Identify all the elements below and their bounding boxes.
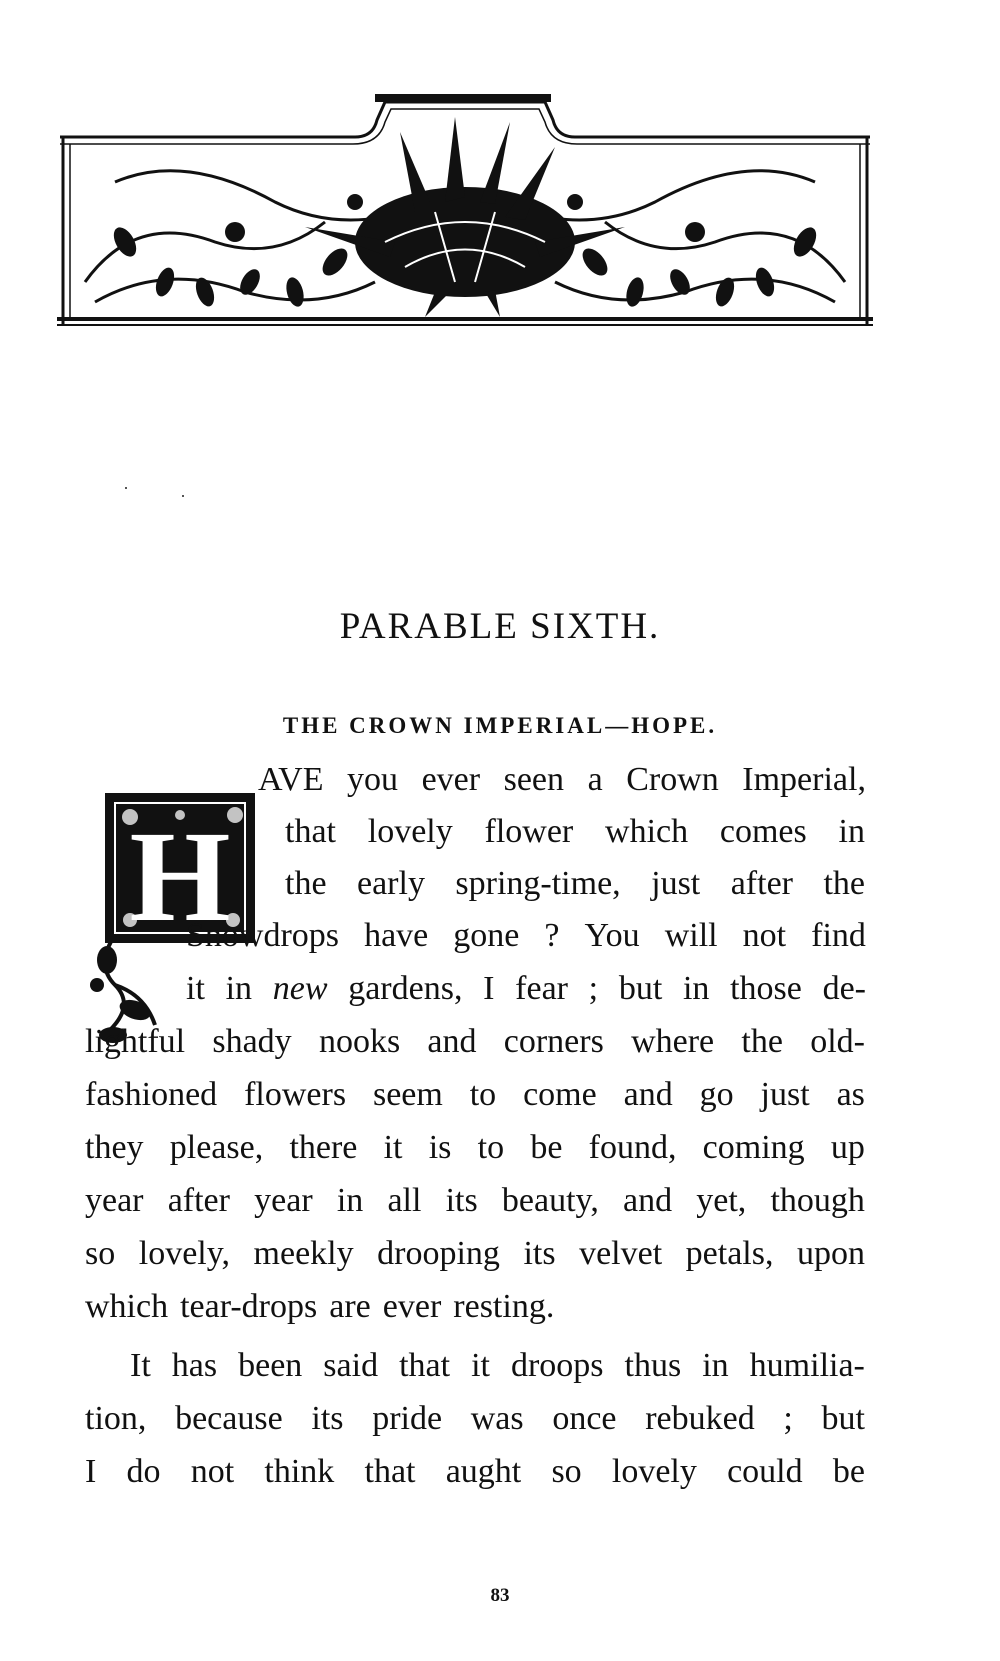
- word: has: [171, 1347, 218, 1384]
- word: fear: [515, 970, 568, 1007]
- word: droops: [510, 1347, 604, 1384]
- word: fashioned: [85, 1076, 218, 1113]
- text-line-13: [85, 1395, 865, 1443]
- word: de-: [822, 970, 866, 1007]
- word: in: [225, 970, 253, 1007]
- word: which: [85, 1288, 169, 1325]
- word: resting.: [453, 1288, 555, 1325]
- word: they: [85, 1129, 144, 1166]
- word: after: [730, 865, 793, 902]
- word: come: [523, 1076, 597, 1113]
- word: spring-time,: [455, 865, 621, 902]
- word: lovely: [367, 813, 453, 850]
- chapter-subtitle: THE CROWN IMPERIAL—HOPE.: [282, 713, 718, 738]
- word: nooks: [318, 1023, 401, 1060]
- word: which: [605, 813, 689, 850]
- word: in: [336, 1182, 364, 1219]
- word: not: [742, 917, 787, 954]
- word: it: [471, 1347, 490, 1384]
- word: be: [530, 1129, 563, 1166]
- word: just: [651, 865, 701, 902]
- word: year: [254, 1182, 313, 1219]
- word: could: [727, 1453, 803, 1490]
- text-line-10: [85, 1230, 865, 1278]
- word: though: [770, 1182, 865, 1219]
- word: those: [730, 970, 802, 1007]
- word: it: [186, 970, 205, 1007]
- word: as: [836, 1076, 865, 1113]
- word: ever: [382, 1288, 442, 1325]
- word: and: [623, 1182, 673, 1219]
- chapter-title: PARABLE SIXTH.: [339, 606, 661, 647]
- text-line-6: [85, 1018, 865, 1066]
- word: lightful: [85, 1023, 186, 1060]
- page-number: 83: [490, 1585, 510, 1606]
- word: ever: [421, 761, 481, 798]
- word: ;: [783, 1400, 793, 1437]
- word: It: [130, 1347, 151, 1384]
- text-line-9: [85, 1177, 865, 1225]
- word: but: [821, 1400, 865, 1437]
- word: a: [587, 761, 603, 798]
- word: flower: [484, 813, 574, 850]
- word: ;: [588, 970, 599, 1007]
- word: in: [838, 813, 865, 850]
- word: corners: [503, 1023, 604, 1060]
- text-line-4: [186, 912, 866, 960]
- word: once: [552, 1400, 617, 1437]
- word: gone: [453, 917, 520, 954]
- text-line-1: [258, 756, 866, 804]
- word: gardens,: [348, 970, 463, 1007]
- word: flowers: [244, 1076, 347, 1113]
- word: Snowdrops: [186, 917, 340, 954]
- word: found,: [588, 1129, 677, 1166]
- word: early: [357, 865, 425, 902]
- word: so: [85, 1235, 116, 1272]
- word: and: [427, 1023, 477, 1060]
- word: so: [551, 1453, 582, 1490]
- text-line-14: [85, 1448, 865, 1496]
- word: after: [167, 1182, 230, 1219]
- word: lovely: [611, 1453, 697, 1490]
- word: up: [830, 1129, 865, 1166]
- word: seen: [503, 761, 565, 798]
- word: think: [264, 1453, 335, 1490]
- text-line-11: [85, 1283, 865, 1331]
- word: will: [664, 917, 718, 954]
- word: that: [285, 813, 336, 850]
- word: aught: [445, 1453, 522, 1490]
- word: drooping: [377, 1235, 500, 1272]
- word: its: [445, 1182, 478, 1219]
- text-line-3: [285, 860, 865, 908]
- word: have: [364, 917, 429, 954]
- word: comes: [719, 813, 807, 850]
- word: that: [364, 1453, 416, 1490]
- word: lovely,: [138, 1235, 231, 1272]
- word: shady: [212, 1023, 292, 1060]
- text-line-8: [85, 1124, 865, 1172]
- text-line-5: [186, 965, 866, 1013]
- word: Imperial,: [742, 761, 866, 798]
- word: rebuked: [645, 1400, 755, 1437]
- text-line-12: [130, 1342, 865, 1390]
- text-line-2: [285, 808, 865, 856]
- word: in: [702, 1347, 729, 1384]
- word: please,: [169, 1129, 264, 1166]
- word: is: [428, 1129, 452, 1166]
- word: said: [323, 1347, 379, 1384]
- word: the: [823, 865, 865, 902]
- word: year: [85, 1182, 144, 1219]
- word: the: [741, 1023, 783, 1060]
- word: are: [329, 1288, 371, 1325]
- word: find: [811, 917, 866, 954]
- word: its: [311, 1400, 344, 1437]
- stray-mark: [182, 495, 184, 497]
- word: where: [631, 1023, 715, 1060]
- text-line-7: [85, 1071, 865, 1119]
- word: upon: [797, 1235, 865, 1272]
- word: not: [190, 1453, 235, 1490]
- word: there: [289, 1129, 358, 1166]
- word: petals,: [685, 1235, 774, 1272]
- word: and: [623, 1076, 673, 1113]
- word: new: [272, 970, 328, 1007]
- word: to: [477, 1129, 505, 1166]
- word: AVE: [258, 761, 324, 798]
- word: old-: [810, 1023, 865, 1060]
- word: meekly: [253, 1235, 354, 1272]
- word: tion,: [85, 1400, 147, 1437]
- word: it: [383, 1129, 403, 1166]
- word: be: [832, 1453, 865, 1490]
- word: tear-drops: [180, 1288, 318, 1325]
- word: to: [469, 1076, 497, 1113]
- word: pride: [372, 1400, 443, 1437]
- word: in: [682, 970, 710, 1007]
- word: beauty,: [501, 1182, 599, 1219]
- word: the: [285, 865, 327, 902]
- floral-headpiece-icon: [55, 92, 875, 354]
- word: coming: [702, 1129, 805, 1166]
- stray-mark: [125, 487, 127, 489]
- word: velvet: [579, 1235, 663, 1272]
- word: I: [483, 970, 495, 1007]
- word: its: [523, 1235, 556, 1272]
- word: but: [618, 970, 663, 1007]
- word: was: [470, 1400, 524, 1437]
- word: been: [238, 1347, 303, 1384]
- word: yet,: [696, 1182, 747, 1219]
- word: ?: [544, 917, 560, 954]
- word: just: [760, 1076, 810, 1113]
- word: because: [175, 1400, 283, 1437]
- word: all: [387, 1182, 422, 1219]
- word: humilia-: [749, 1347, 865, 1384]
- word: that: [399, 1347, 451, 1384]
- word: do: [126, 1453, 161, 1490]
- word: seem: [372, 1076, 443, 1113]
- word: I: [85, 1453, 97, 1490]
- drop-cap-letter: H: [129, 805, 231, 949]
- word: Crown: [626, 761, 719, 798]
- word: go: [699, 1076, 734, 1113]
- word: thus: [624, 1347, 682, 1384]
- word: you: [347, 761, 399, 798]
- word: You: [584, 917, 640, 954]
